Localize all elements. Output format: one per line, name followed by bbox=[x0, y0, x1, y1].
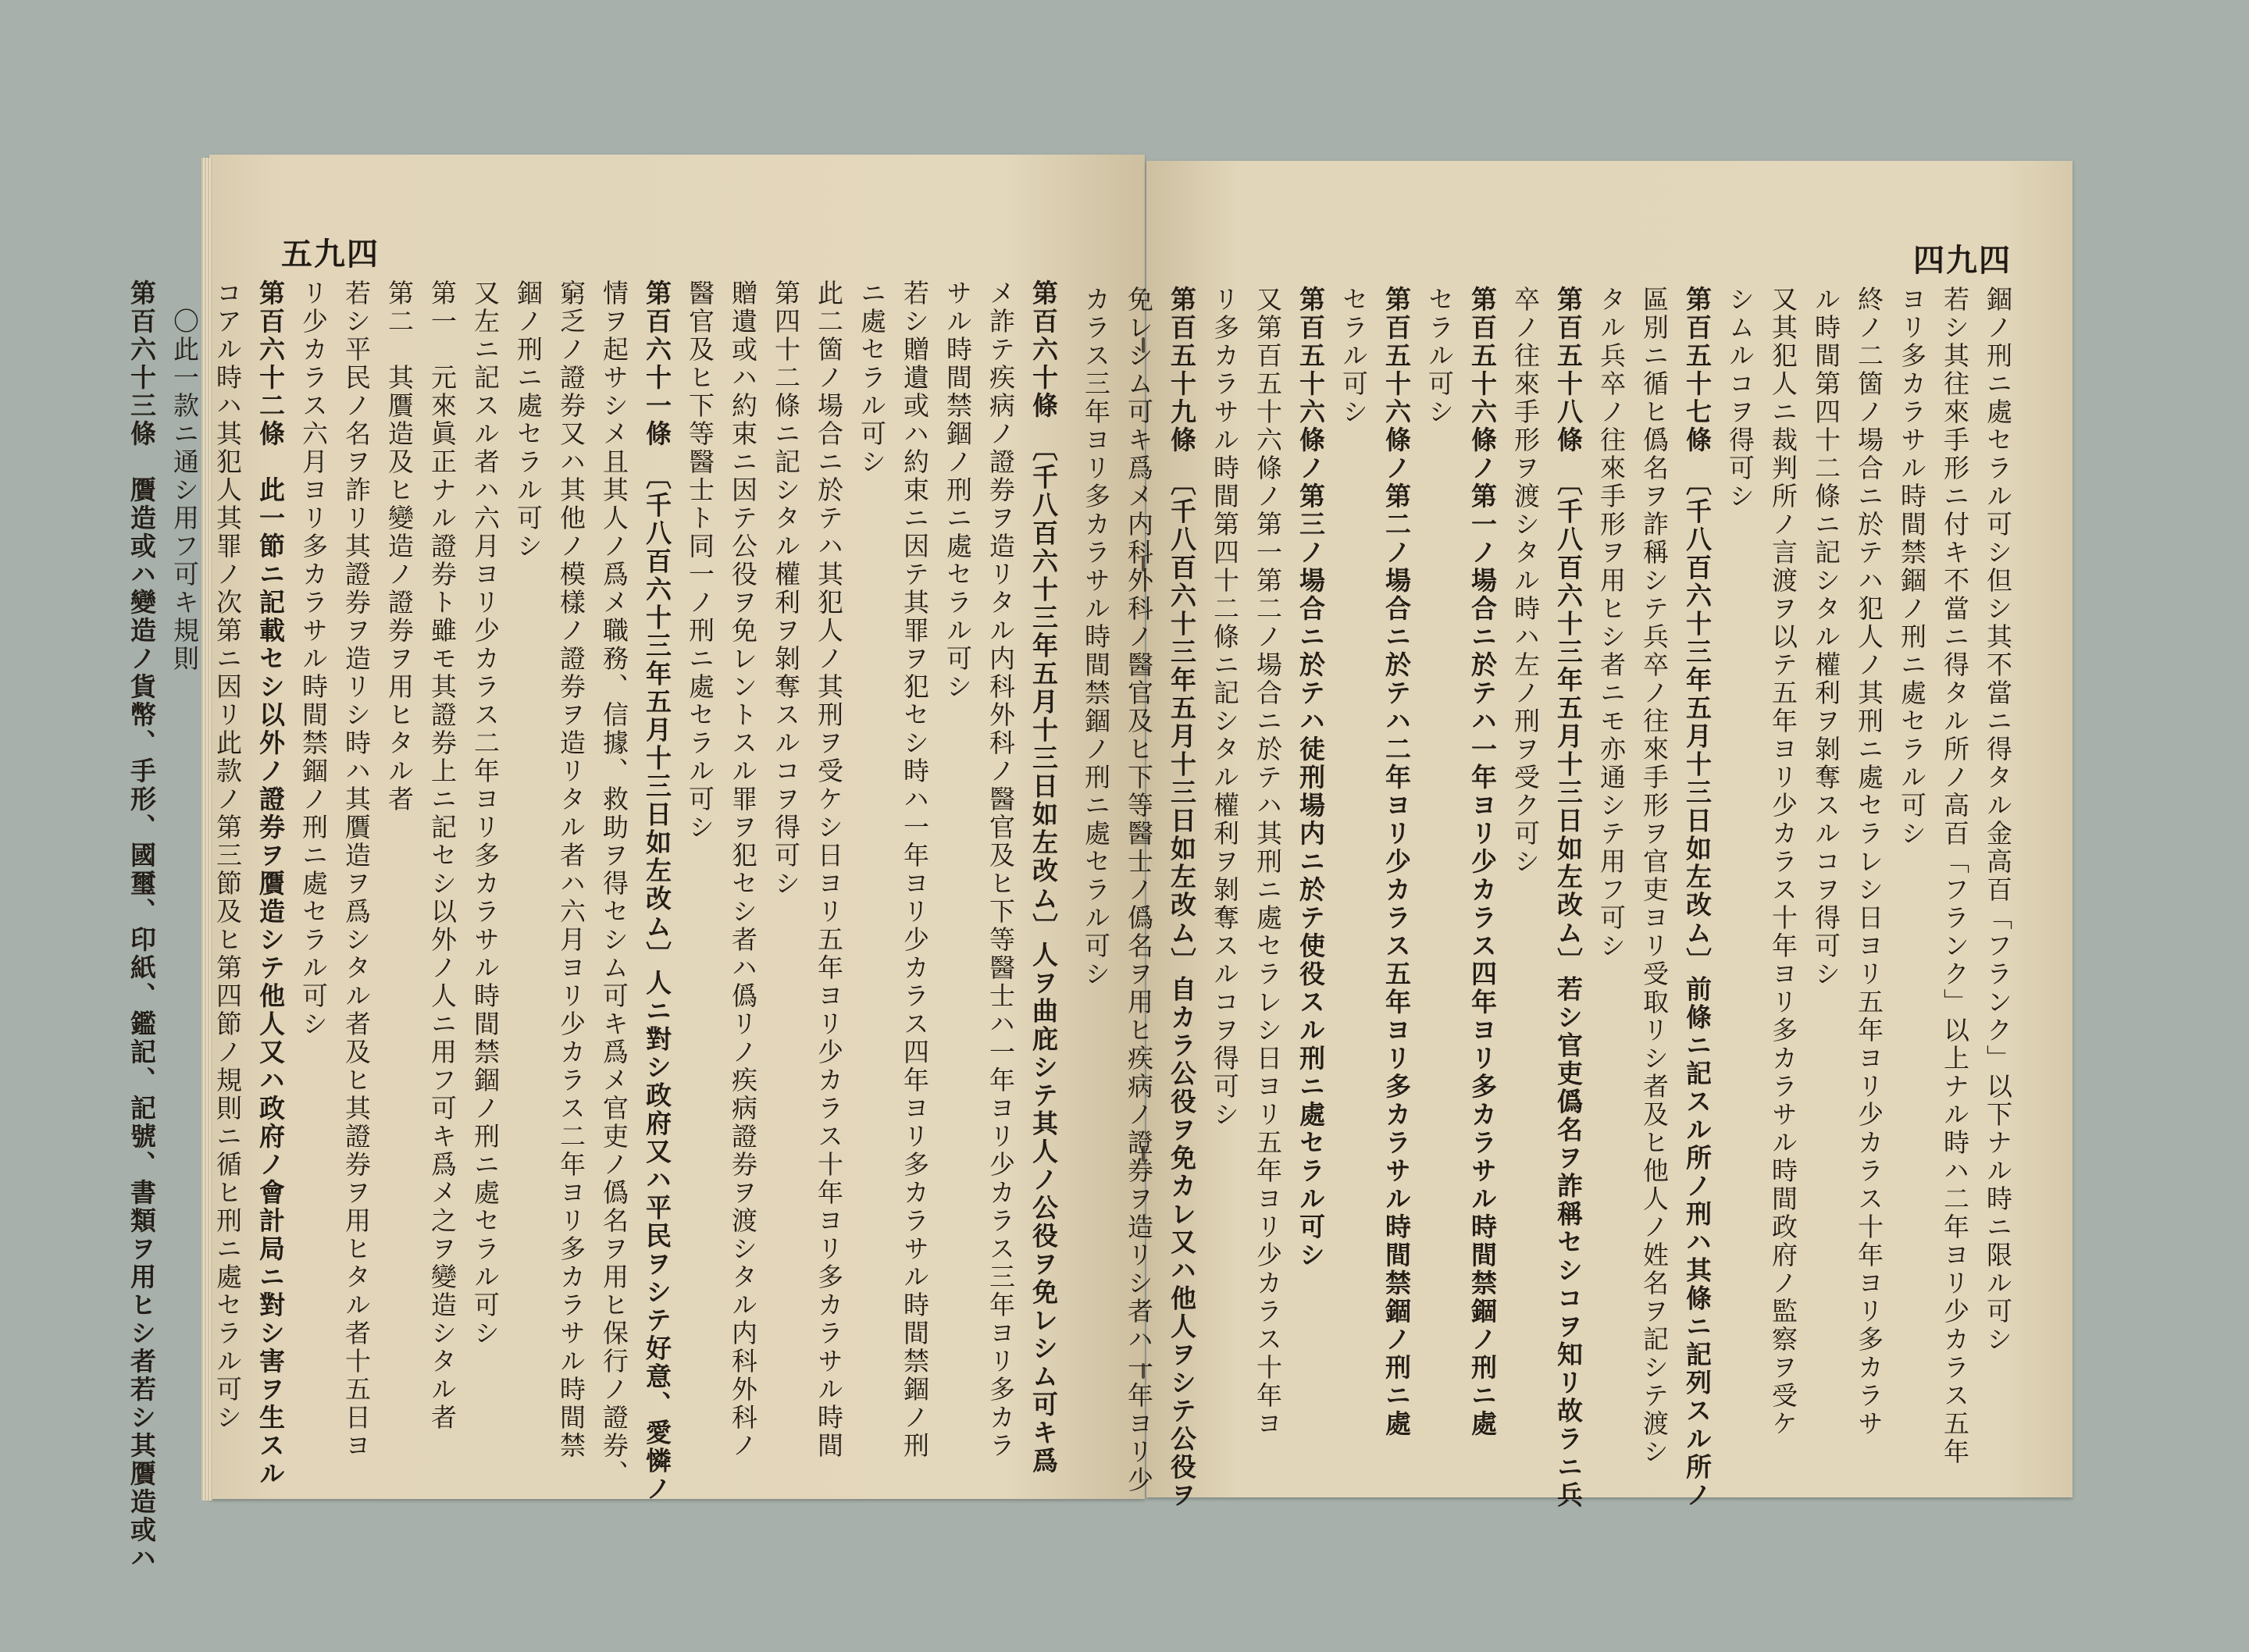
text-column: カラス三年ヨリ多カラサル時間禁錮ノ刑ニ處セラル可シ bbox=[1081, 286, 1111, 988]
text-column: 又第百五十六條ノ第一第二ノ場合ニ於テハ其刑ニ處セラレシ日ヨリ五年ヨリ少カラス十年ヨ bbox=[1253, 286, 1283, 1438]
left-page-text bbox=[127, 279, 1065, 1572]
text-column: 錮ノ刑ニ處セラル可シ但シ其不當ニ得タル金高百「フランク」以下ナル時ニ限ル可シ bbox=[1983, 286, 2013, 1354]
text-column: 區別ニ循ヒ僞名ヲ詐稱シテ兵卒ノ往來手形ヲ官吏ヨリ受取リシ者及ヒ他人ノ姓名ヲ記シテ渡シ bbox=[1639, 286, 1670, 1466]
text-column: 第百五十六條ノ第二ノ場合ニ於テハ二年ヨリ少カラス五年ヨリ多カラサル時間禁錮ノ刑ニ處 bbox=[1381, 286, 1412, 1438]
text-column: シムルコヲ得可シ bbox=[1725, 286, 1755, 511]
text-column: 第百五十九條 〔千八百六十三年五月十三日如左改ム〕自カラ公役ヲ免カレ又ハ他人ヲシテ公役ヲ bbox=[1167, 286, 1197, 1510]
text-column: サル時間禁錮ノ刑ニ處セラル可シ bbox=[943, 279, 973, 701]
right-page bbox=[1081, 161, 2073, 1510]
text-column: 若シ贈遺或ハ約束ニ因テ其罪ヲ犯セシ時ハ一年ヨリ少カラス四年ヨリ多カラサル時間禁錮ノ刑 bbox=[900, 279, 930, 1460]
text-column: 第二 其贋造及ヒ變造ノ證券ヲ用ヒタル者 bbox=[384, 279, 415, 814]
text-column: 贈遺或ハ約束ニ因テ公役ヲ免レントスル罪ヲ犯セシ者ハ僞リノ疾病證券ヲ渡シタル内科外科ノ bbox=[728, 279, 758, 1460]
text-column: 第百六十二條 此一節ニ記載セシ以外ノ證券ヲ贋造シテ他人又ハ政府ノ會計局ニ對シ害ヲ生スル bbox=[255, 279, 286, 1488]
text-column: 此二箇ノ場合ニ於テハ其犯人ノ其刑ヲ受ケシ日ヨリ五年ヨリ少カラス十年ヨリ多カラサル時間 bbox=[814, 279, 844, 1460]
text-column: 第百六十條 〔千八百六十三年五月十三日如左改ム〕人ヲ曲庇シテ其人ノ公役ヲ免レシム可キ爲 bbox=[1028, 279, 1059, 1476]
text-column: リ多カラサル時間第四十二條ニ記シタル權利ヲ剝奪スルコヲ得可シ bbox=[1210, 286, 1240, 1129]
text-column: ヨリ多カラサル時間禁錮ノ刑ニ處セラル可シ bbox=[1897, 286, 1927, 848]
text-column: 〇此一款ニ通シ用フ可キ規則 bbox=[169, 279, 200, 673]
text-column: 免レシム可キ爲メ内科外科ノ醫官及ヒ下等醫士ノ僞名ヲ用ヒ疾病ノ證券ヲ造リシ者ハ一年ヨリ少 bbox=[1124, 286, 1154, 1494]
text-column: タル兵卒ノ往來手形ヲ用ヒシ者ニモ亦通シテ用フ可シ bbox=[1596, 286, 1627, 960]
text-column: 錮ノ刑ニ處セラル可シ bbox=[513, 279, 544, 561]
text-column: 醫官及ヒ下等醫士ト同一ノ刑ニ處セラル可シ bbox=[685, 279, 715, 842]
text-column: セラル可シ bbox=[1424, 286, 1455, 426]
text-column: 又其犯人ニ裁判所ノ言渡ヲ以テ五年ヨリ少カラス十年ヨリ多カラサル時間政府ノ監察ヲ受ケ bbox=[1768, 286, 1798, 1438]
text-column: 若シ其往來手形ニ付キ不當ニ得タル所ノ高百「フランク」以上ナル時ハ二年ヨリ少カラス五年 bbox=[1940, 286, 1970, 1466]
text-column: 第一 元來眞正ナル證券ト雖モ其證券上ニ記セシ以外ノ人ニ用フ可キ爲メ之ヲ變造シタル者 bbox=[427, 279, 458, 1432]
page-number: 五九四 bbox=[281, 236, 380, 272]
text-column: 第百六十一條 〔千八百六十三年五月十三日如左改ム〕人ニ對シ政府又ハ平民ヲシテ好意、愛憐ノ bbox=[642, 279, 672, 1504]
text-column: 若シ平民ノ名ヲ詐リ其證券ヲ造リシ時ハ其贋造ヲ爲シタル者及ヒ其證券ヲ用ヒタル者十五日ヨ bbox=[341, 279, 372, 1460]
text-column: 窮乏ノ證券又ハ其他ノ模樣ノ證券ヲ造リタル者ハ六月ヨリ少カラス二年ヨリ多カラサル時間禁 bbox=[556, 279, 586, 1460]
text-column: 第百五十七條 〔千八百六十三年五月十三日如左改ム〕前條ニ記スル所ノ刑ハ其條ニ記列スル所ノ bbox=[1682, 286, 1713, 1510]
page-number: 四九四 bbox=[1913, 242, 2012, 279]
text-column: 終ノ二箇ノ場合ニ於テハ犯人ノ其刑ニ處セラレシ日ヨリ五年ヨリ少カラス十年ヨリ多カラサ bbox=[1854, 286, 1884, 1438]
text-column: 第百六十三條 贋造或ハ變造ノ貨幣、手形、國璽、印紙、鑑記、記號、書類ヲ用ヒシ者若シ其贋造或ハ bbox=[127, 279, 157, 1572]
text-column: 第百五十六條ノ第三ノ場合ニ於テハ徒刑場内ニ於テ使役スル刑ニ處セラル可シ bbox=[1296, 286, 1326, 1269]
open-book bbox=[127, 150, 2073, 1572]
left-page bbox=[127, 155, 1145, 1572]
text-column: コアル時ハ其犯人其罪ノ次第ニ因リ此款ノ第三節及ヒ第四節ノ規則ニ循ヒ刑ニ處セラル可シ bbox=[212, 279, 243, 1432]
right-page-text bbox=[1081, 286, 2019, 1510]
text-column: 第百五十六條ノ第一ノ場合ニ於テハ一年ヨリ少カラス四年ヨリ多カラサル時間禁錮ノ刑ニ處 bbox=[1467, 286, 1498, 1438]
text-column: ニ處セラル可シ bbox=[857, 279, 887, 476]
text-column: ル時間第四十二條ニ記シタル權利ヲ剝奪スルコヲ得可シ bbox=[1811, 286, 1841, 988]
text-column: リ少カラス六月ヨリ多カラサル時間禁錮ノ刑ニ處セラル可シ bbox=[298, 279, 329, 1038]
text-column: 情ヲ起サシメ且其人ノ爲メ職務、信據、救助ヲ得セシム可キ爲メ官吏ノ僞名ヲ用ヒ保行ノ證券、 bbox=[599, 279, 629, 1488]
text-column: 第百五十八條 〔千八百六十三年五月十三日如左改ム〕若シ官吏僞名ヲ詐稱セシコヲ知リ故ラニ兵 bbox=[1553, 286, 1584, 1510]
text-column: セラル可シ bbox=[1338, 286, 1369, 426]
text-column: 又左ニ記スル者ハ六月ヨリ少カラス二年ヨリ多カラサル時間禁錮ノ刑ニ處セラル可シ bbox=[470, 279, 501, 1348]
text-column: 卒ノ往來手形ヲ渡シタル時ハ左ノ刑ヲ受ク可シ bbox=[1510, 286, 1541, 876]
text-column: 第四十二條ニ記シタル權利ヲ剝奪スルコヲ得可シ bbox=[771, 279, 801, 898]
text-column: メ詐テ疾病ノ證券ヲ造リタル内科外科ノ醫官及ヒ下等醫士ハ一年ヨリ少カラス三年ヨリ多カラ bbox=[985, 279, 1016, 1460]
